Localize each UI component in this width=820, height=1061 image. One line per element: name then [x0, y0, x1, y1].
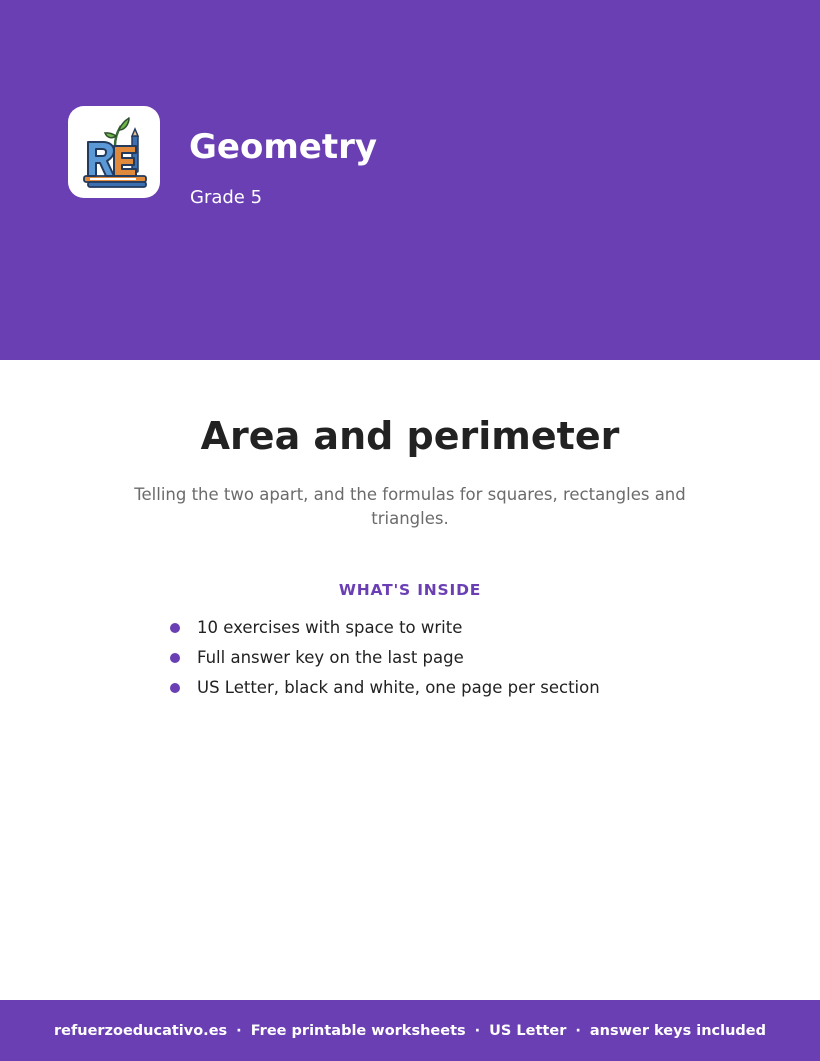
whats-inside-list [168, 615, 600, 705]
footer-site: refuerzoeducativo.es [53, 1022, 228, 1039]
header-banner [0, 0, 820, 360]
footer-bar [0, 1000, 820, 1061]
list-item-text: 10 exercises with space to write [197, 618, 463, 637]
list-item [168, 675, 600, 705]
footer-separator: · [474, 1022, 481, 1039]
list-item-text: US Letter, black and white, one page per section [197, 678, 600, 697]
list-item [168, 645, 600, 675]
bullet-dot-icon [170, 683, 180, 693]
list-item-text: Full answer key on the last page [197, 648, 464, 667]
bullet-dot-icon [170, 653, 180, 663]
bullet-dot-icon [170, 623, 180, 633]
re-books-plant-logo-icon [68, 106, 160, 198]
worksheet-title: Area and perimeter [200, 414, 620, 458]
whats-inside-heading: WHAT'S INSIDE [338, 581, 482, 599]
worksheet-description: Telling the two apart, and the formulas for squares, rectangles and triangles. [134, 485, 686, 528]
subject-title: Geometry [189, 127, 377, 167]
footer-answer-keys: answer keys included [589, 1022, 767, 1039]
footer-paper-size: US Letter [489, 1022, 567, 1039]
footer-separator: · [236, 1022, 242, 1039]
list-item [168, 615, 600, 645]
footer-separator: · [575, 1022, 581, 1039]
grade-label: Grade 5 [190, 187, 263, 208]
logo [68, 106, 160, 198]
footer-tagline: Free printable worksheets [250, 1022, 466, 1039]
